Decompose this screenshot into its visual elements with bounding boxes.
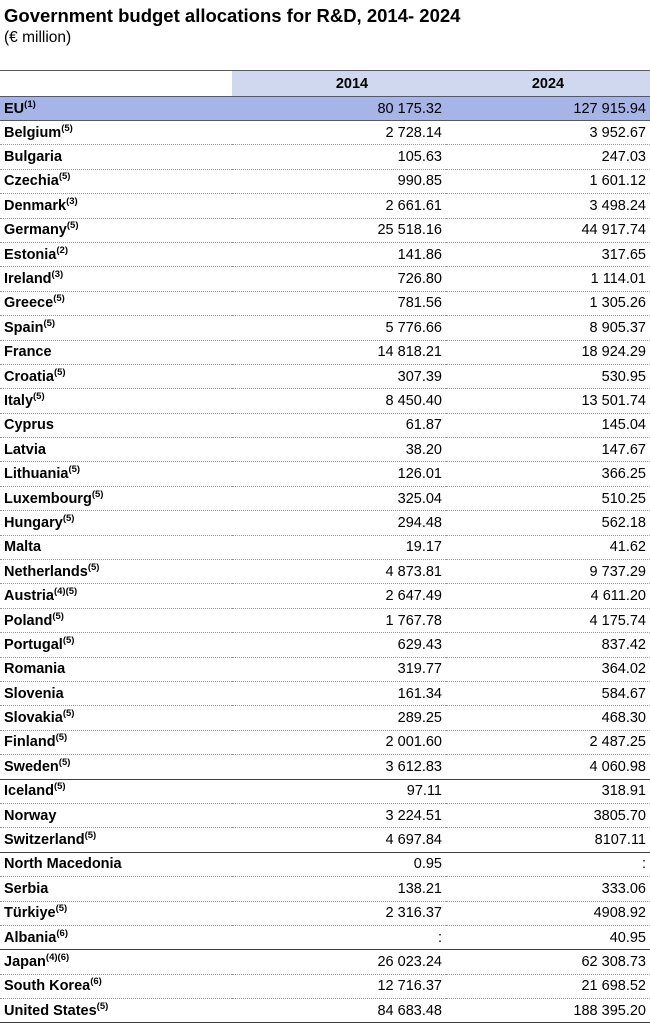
table-row [0,852,650,876]
country-cell [0,364,232,388]
footnote-marker: (5) [96,1000,109,1012]
country-cell [0,218,232,242]
country-name: Germany [4,222,67,239]
value-cell-2024: 1 601.12 [446,169,650,193]
value-cell-2024: 247.03 [446,145,650,169]
country-name: Croatia [4,368,54,385]
footnote-marker: (3) [66,196,78,208]
country-name: Norway [4,807,57,824]
footnote-marker: (5) [33,391,45,403]
country-cell [0,121,232,145]
table-row [0,925,650,949]
table-row [0,779,650,803]
value-cell-2024: 21 698.52 [446,974,650,998]
country-name: Slovakia [4,710,63,727]
value-cell-2024: 510.25 [446,486,650,510]
country-cell [0,608,232,632]
footnote-marker: (5) [62,635,75,647]
country-cell [0,267,232,291]
value-cell-2024: 41.62 [446,535,650,559]
footnote-marker: (5) [55,903,68,915]
country-name: Türkiye [4,905,56,922]
table-row [0,560,650,584]
country-cell [0,950,232,974]
country-cell [0,901,232,925]
country-name: Belgium [4,124,62,141]
country-name: Switzerland [4,832,85,849]
country-name: EU [4,100,25,117]
country-cell [0,706,232,730]
table-row [0,121,650,145]
table-row [0,584,650,608]
value-cell-2014: 307.39 [232,364,446,388]
country-name: Poland [4,612,53,629]
footnote-marker: (5) [84,830,97,842]
value-cell-2014: 141.86 [232,242,446,266]
table-row [0,145,650,169]
country-name: Sweden [4,758,59,775]
country-name: United States [4,1002,97,1019]
country-cell [0,97,232,121]
value-cell-2024: 2 487.25 [446,730,650,754]
footnote-marker: (1) [24,98,36,110]
value-cell-2014: 1 767.78 [232,608,446,632]
value-cell-2014: 629.43 [232,633,446,657]
value-cell-2024: 145.04 [446,413,650,437]
country-cell [0,535,232,559]
value-cell-2014: 61.87 [232,413,446,437]
table-row [0,291,650,315]
footnote-marker: (5) [62,513,75,525]
table-row [0,974,650,998]
value-cell-2014: 2 316.37 [232,901,446,925]
table-row [0,657,650,681]
country-cell [0,389,232,413]
value-cell-2024: 3 952.67 [446,121,650,145]
value-cell-2014: 4 697.84 [232,828,446,852]
value-cell-2024: 562.18 [446,511,650,535]
country-name: Serbia [4,880,49,897]
value-cell-2014: 138.21 [232,877,446,901]
value-cell-2024: 333.06 [446,877,650,901]
country-name: Italy [4,392,34,409]
table-row [0,608,650,632]
value-cell-2014: 38.20 [232,438,446,462]
value-cell-2014: 781.56 [232,291,446,315]
value-cell-2014: : [232,925,446,949]
footnote-marker: (5) [55,732,68,744]
footnote-marker: (4)(5) [53,586,78,598]
table-row [0,633,650,657]
table-row [0,218,650,242]
value-cell-2014: 19.17 [232,535,446,559]
country-cell [0,242,232,266]
value-cell-2014: 2 728.14 [232,121,446,145]
country-cell [0,681,232,705]
country-cell [0,511,232,535]
table-row [0,389,650,413]
value-cell-2024: 8 905.37 [446,316,650,340]
value-cell-2024: 62 308.73 [446,950,650,974]
country-cell [0,974,232,998]
table-row [0,169,650,193]
table-row [0,364,650,388]
value-cell-2014: 25 518.16 [232,218,446,242]
table-row [0,438,650,462]
value-cell-2014: 8 450.40 [232,389,446,413]
value-cell-2024: 8107.11 [446,828,650,852]
value-cell-2014: 105.63 [232,145,446,169]
country-name: Portugal [4,636,63,653]
value-cell-2024: 4 060.98 [446,755,650,779]
table-row [0,316,650,340]
country-cell [0,413,232,437]
value-cell-2024: 468.30 [446,706,650,730]
country-name: Romania [4,661,66,678]
value-cell-2024: 837.42 [446,633,650,657]
country-cell [0,194,232,218]
country-cell [0,145,232,169]
table-row [0,242,650,266]
country-name: Luxembourg [4,490,92,507]
country-name: Czechia [4,173,59,190]
value-cell-2014: 84 683.48 [232,999,446,1023]
country-cell [0,657,232,681]
table-body [0,97,650,1023]
table-row [0,803,650,827]
value-cell-2024: 3805.70 [446,803,650,827]
country-cell [0,755,232,779]
footnote-marker: (5) [66,220,79,232]
country-name: Bulgaria [4,149,63,166]
footnote-marker: (5) [58,757,71,769]
footnote-marker: (4)(6) [45,952,70,964]
value-cell-2014: 97.11 [232,779,446,803]
country-name: Albania [4,929,57,946]
column-header-2014: 2014 [232,71,446,97]
column-header-row [0,71,650,97]
value-cell-2014: 2 647.49 [232,584,446,608]
country-name: Greece [4,295,54,312]
value-cell-2024: 18 924.29 [446,340,650,364]
value-cell-2024: 530.95 [446,364,650,388]
country-cell [0,316,232,340]
country-cell [0,486,232,510]
country-cell [0,803,232,827]
value-cell-2024: 1 114.01 [446,267,650,291]
budget-table [0,70,650,1023]
table-row [0,413,650,437]
country-cell [0,925,232,949]
table-row [0,877,650,901]
value-cell-2024: 3 498.24 [446,194,650,218]
column-header-2024: 2024 [446,71,650,97]
footnote-marker: (5) [43,317,56,329]
page-title: Government budget allocations for R&D, 2014- 2024 [4,5,461,26]
footnote-marker: (5) [53,366,66,378]
footnote-marker: (6) [90,976,102,988]
country-cell [0,730,232,754]
value-cell-2014: 80 175.32 [232,97,446,121]
table-header [0,0,650,48]
footnote-marker: (5) [91,488,104,500]
table-row [0,535,650,559]
table-row [0,950,650,974]
footnote-marker: (5) [61,122,73,134]
value-cell-2024: 147.67 [446,438,650,462]
country-cell [0,828,232,852]
country-cell [0,779,232,803]
table-row [0,828,650,852]
country-name: Hungary [4,514,63,531]
value-cell-2024: 4908.92 [446,901,650,925]
table-row [0,486,650,510]
footnote-marker: (5) [52,610,64,622]
footnote-marker: (6) [56,927,68,939]
value-cell-2024: 4 611.20 [446,584,650,608]
table-row [0,194,650,218]
country-name: North Macedonia [4,856,122,873]
value-cell-2014: 3 224.51 [232,803,446,827]
value-cell-2014: 319.77 [232,657,446,681]
value-cell-2024: 13 501.74 [446,389,650,413]
country-cell [0,877,232,901]
value-cell-2014: 990.85 [232,169,446,193]
value-cell-2014: 325.04 [232,486,446,510]
column-header-country [0,71,232,97]
country-cell [0,438,232,462]
value-cell-2014: 0.95 [232,852,446,876]
table-row [0,999,650,1023]
footnote-marker: (5) [53,781,66,793]
country-cell [0,340,232,364]
value-cell-2024: 317.65 [446,242,650,266]
value-cell-2014: 26 023.24 [232,950,446,974]
table-row [0,511,650,535]
country-cell [0,633,232,657]
value-cell-2024: 1 305.26 [446,291,650,315]
country-cell [0,462,232,486]
country-cell [0,852,232,876]
country-name: Lithuania [4,466,69,483]
page-subtitle: (€ million) [4,29,72,46]
table-row [0,755,650,779]
country-cell [0,560,232,584]
country-name: Estonia [4,246,57,263]
value-cell-2024: 364.02 [446,657,650,681]
country-name: South Korea [4,978,91,995]
footnote-marker: (5) [58,171,71,183]
value-cell-2014: 2 001.60 [232,730,446,754]
value-cell-2014: 12 716.37 [232,974,446,998]
table-row [0,901,650,925]
value-cell-2024: 318.91 [446,779,650,803]
country-name: Finland [4,734,56,751]
table-row [0,681,650,705]
value-cell-2014: 4 873.81 [232,560,446,584]
value-cell-2024: : [446,852,650,876]
footnote-marker: (3) [51,269,64,281]
value-cell-2024: 127 915.94 [446,97,650,121]
value-cell-2024: 188 395.20 [446,999,650,1023]
country-name: Latvia [4,441,46,458]
country-name: Ireland [4,271,52,288]
value-cell-2014: 2 661.61 [232,194,446,218]
country-name: Austria [4,588,54,605]
table-row-eu [0,97,650,121]
footnote-marker: (5) [87,561,100,573]
value-cell-2024: 366.25 [446,462,650,486]
country-cell [0,169,232,193]
table-row [0,340,650,364]
table-row [0,706,650,730]
country-name: Denmark [4,197,67,214]
table-row [0,462,650,486]
value-cell-2014: 161.34 [232,681,446,705]
country-name: Iceland [4,783,54,800]
footnote-marker: (5) [62,708,75,720]
value-cell-2024: 40.95 [446,925,650,949]
value-cell-2014: 289.25 [232,706,446,730]
value-cell-2024: 584.67 [446,681,650,705]
value-cell-2024: 4 175.74 [446,608,650,632]
footnote-marker: (2) [56,244,68,256]
country-name: Slovenia [4,685,64,702]
value-cell-2014: 726.80 [232,267,446,291]
country-name: Japan [4,953,46,970]
country-cell [0,291,232,315]
country-name: Netherlands [4,563,88,580]
footnote-marker: (5) [68,464,81,476]
country-name: Cyprus [4,417,54,434]
value-cell-2014: 14 818.21 [232,340,446,364]
value-cell-2014: 3 612.83 [232,755,446,779]
country-name: France [4,344,52,361]
country-name: Spain [4,319,44,336]
country-cell [0,999,232,1023]
value-cell-2024: 44 917.74 [446,218,650,242]
table-row [0,267,650,291]
country-name: Malta [4,539,42,556]
footnote-marker: (5) [53,293,65,305]
value-cell-2014: 5 776.66 [232,316,446,340]
table-row [0,730,650,754]
value-cell-2014: 126.01 [232,462,446,486]
value-cell-2014: 294.48 [232,511,446,535]
value-cell-2024: 9 737.29 [446,560,650,584]
country-cell [0,584,232,608]
